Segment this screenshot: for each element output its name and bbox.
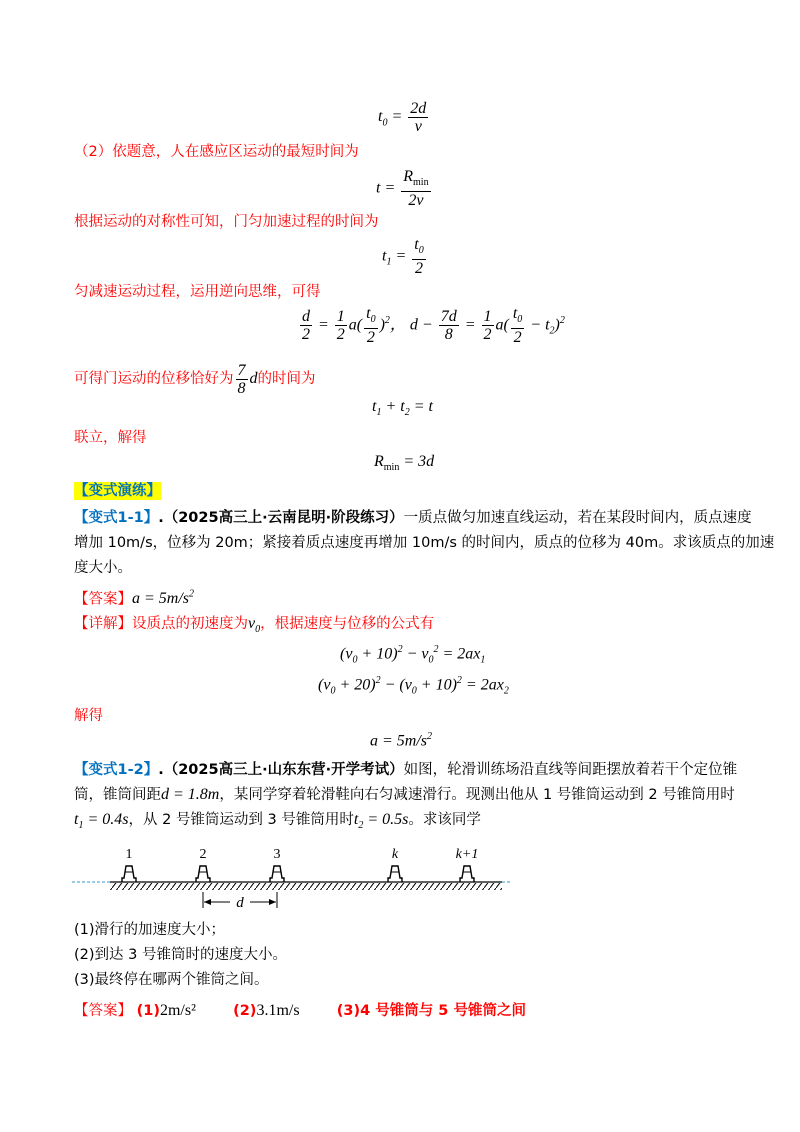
v12-q1: (1)滑行的加速度大小； [74,922,226,938]
cone-label-k1: k+1 [455,847,479,862]
cone-label-1: 1 [125,847,133,862]
ground-hatch [110,883,502,890]
formula-displacement: $\frac{d}{2}$ = $\frac{1}{2}$ a( $\frac{t_0}{2}$ )$^2$， d − $\frac{7d}{8}$ = $\frac{1}{2}$ a( $\frac{t_0}{2}$ − $t_2)^2$ [302,305,565,347]
v11-line2: 增加 10m/s，位移为 20m；紧接着质点速度再增加 10m/s 的时间内，质点的位移为 40m。求该质点的加速 [74,535,775,551]
v11-detail: 【详解】设质点的初速度为$v_0$，根据速度与位移的公式有 [74,615,435,636]
formula-v11-result: $a = 5m/s^2$ [370,731,433,750]
disp-text: 可得门运动的位移恰好为 $\frac{7}{8}$ d的时间为 [74,362,316,397]
d-arrow-right [269,899,276,905]
v11-line3: 度大小。 [74,560,132,576]
cone-label-k: k [391,847,399,862]
part2-label: （2）依题意，人在感应区运动的最短时间为 [74,144,359,160]
v12-q2: (2)到达 3 号锥筒时的速度大小。 [74,947,287,963]
cone-figure [70,840,520,910]
practice-tag: 【变式演练】 [74,483,161,499]
reverse-text: 匀减速运动过程，运用逆向思维，可得 [74,284,321,300]
v12-line1: 【变式1-2】.（2025高三上·山东东营·开学考试）如图，轮滑训练场沿直线等间距摆放着若干个定位锥 [74,762,738,778]
combine-text: 联立，解得 [74,430,147,446]
symmetry-text: 根据运动的对称性可知，门匀加速过程的时间为 [74,214,379,230]
cone-1 [122,866,136,882]
cone-k [388,866,402,882]
cone-k1 [460,866,474,882]
cone-3 [270,866,284,882]
formula-rmin: $R_{min} = 3d$ [374,453,435,474]
cone-label-3: 3 [273,847,281,862]
d-arrow-left [204,899,211,905]
formula-v11-2: $(v_0 + 20)^2 - (v_0 + 10)^2 = 2ax_2$ [318,675,509,697]
formula-t0: $t_0$ = $\frac{2d}{v}$ [378,100,427,135]
v11-answer: 【答案】$a = 5m/s^2$ [74,589,195,608]
v12-q3: (3)最终停在哪两个锥筒之间。 [74,972,269,988]
cone-label-2: 2 [199,847,207,862]
d-label: d [236,895,244,910]
v12-answer: 【答案】 (1)2m/s² (2)3.1m/s (3)4 号锥筒与 5 号锥筒之间 [74,1002,526,1019]
formula-t: t = $\frac{R_{min}}{2v}$ [376,168,429,210]
formula-sum: $t_1 + t_2 = t$ [372,398,433,419]
formula-t1: $t_1$ = $\frac{t_0}{2}$ [382,236,424,278]
cone-2 [196,866,210,882]
formula-v11-1: $(v_0 + 10)^2 - v_0^2 = 2ax_1$ [340,644,486,666]
v12-line2: 筒，锥筒间距d = 1.8m，某同学穿着轮滑鞋向右匀减速滑行。现测出他从 1 号锥筒运动到 2 号锥筒用时 [74,786,735,803]
v12-line3: $t_1 = 0.4s$，从 2 号锥筒运动到 3 号锥筒用时$t_2 = 0.5s$。求该同学 [74,811,481,832]
v11-solve: 解得 [74,708,103,724]
v11-line1: 【变式1-1】.（2025高三上·云南昆明·阶段练习）一质点做匀加速直线运动，若在某段时间内，质点速度 [74,510,752,526]
